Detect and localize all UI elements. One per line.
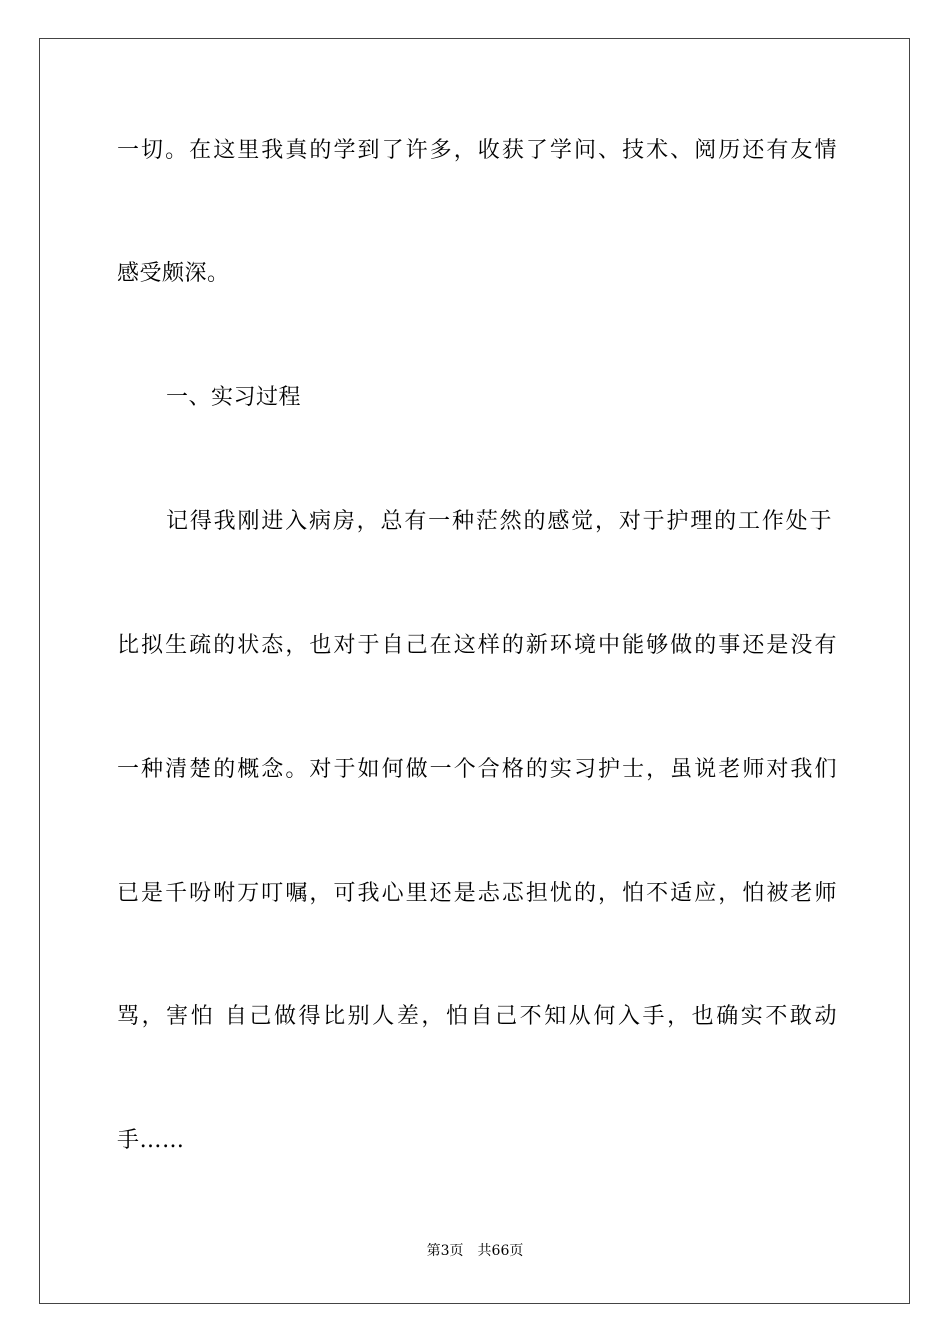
paragraph-line-4: 比拟生疏的状态，也对于自己在这样的新环境中能够做的事还是没有 [117, 633, 837, 658]
page-number-footer: 第3页 共66页 [426, 1243, 524, 1259]
page-border [39, 38, 910, 1304]
paragraph-line-6: 已是千吩咐万叮嘱，可我心里还是忐忑担忧的，怕不适应，怕被老师 [117, 881, 837, 906]
paragraph-line-1: 一切。在这里我真的学到了许多，收获了学问、技术、阅历还有友情 [117, 138, 837, 163]
paragraph-line-5: 一种清楚的概念。对于如何做一个合格的实习护士，虽说老师对我们 [117, 757, 837, 782]
paragraph-line-8: 手…… [117, 1128, 185, 1153]
section-heading: 一、实习过程 [166, 385, 302, 410]
paragraph-line-7: 骂，害怕 自己做得比别人差，怕自己不知从何入手，也确实不敢动 [117, 1004, 837, 1029]
paragraph-line-2: 感受颇深。 [117, 261, 230, 286]
paragraph-line-3: 记得我刚进入病房，总有一种茫然的感觉，对于护理的工作处于 [166, 509, 832, 534]
